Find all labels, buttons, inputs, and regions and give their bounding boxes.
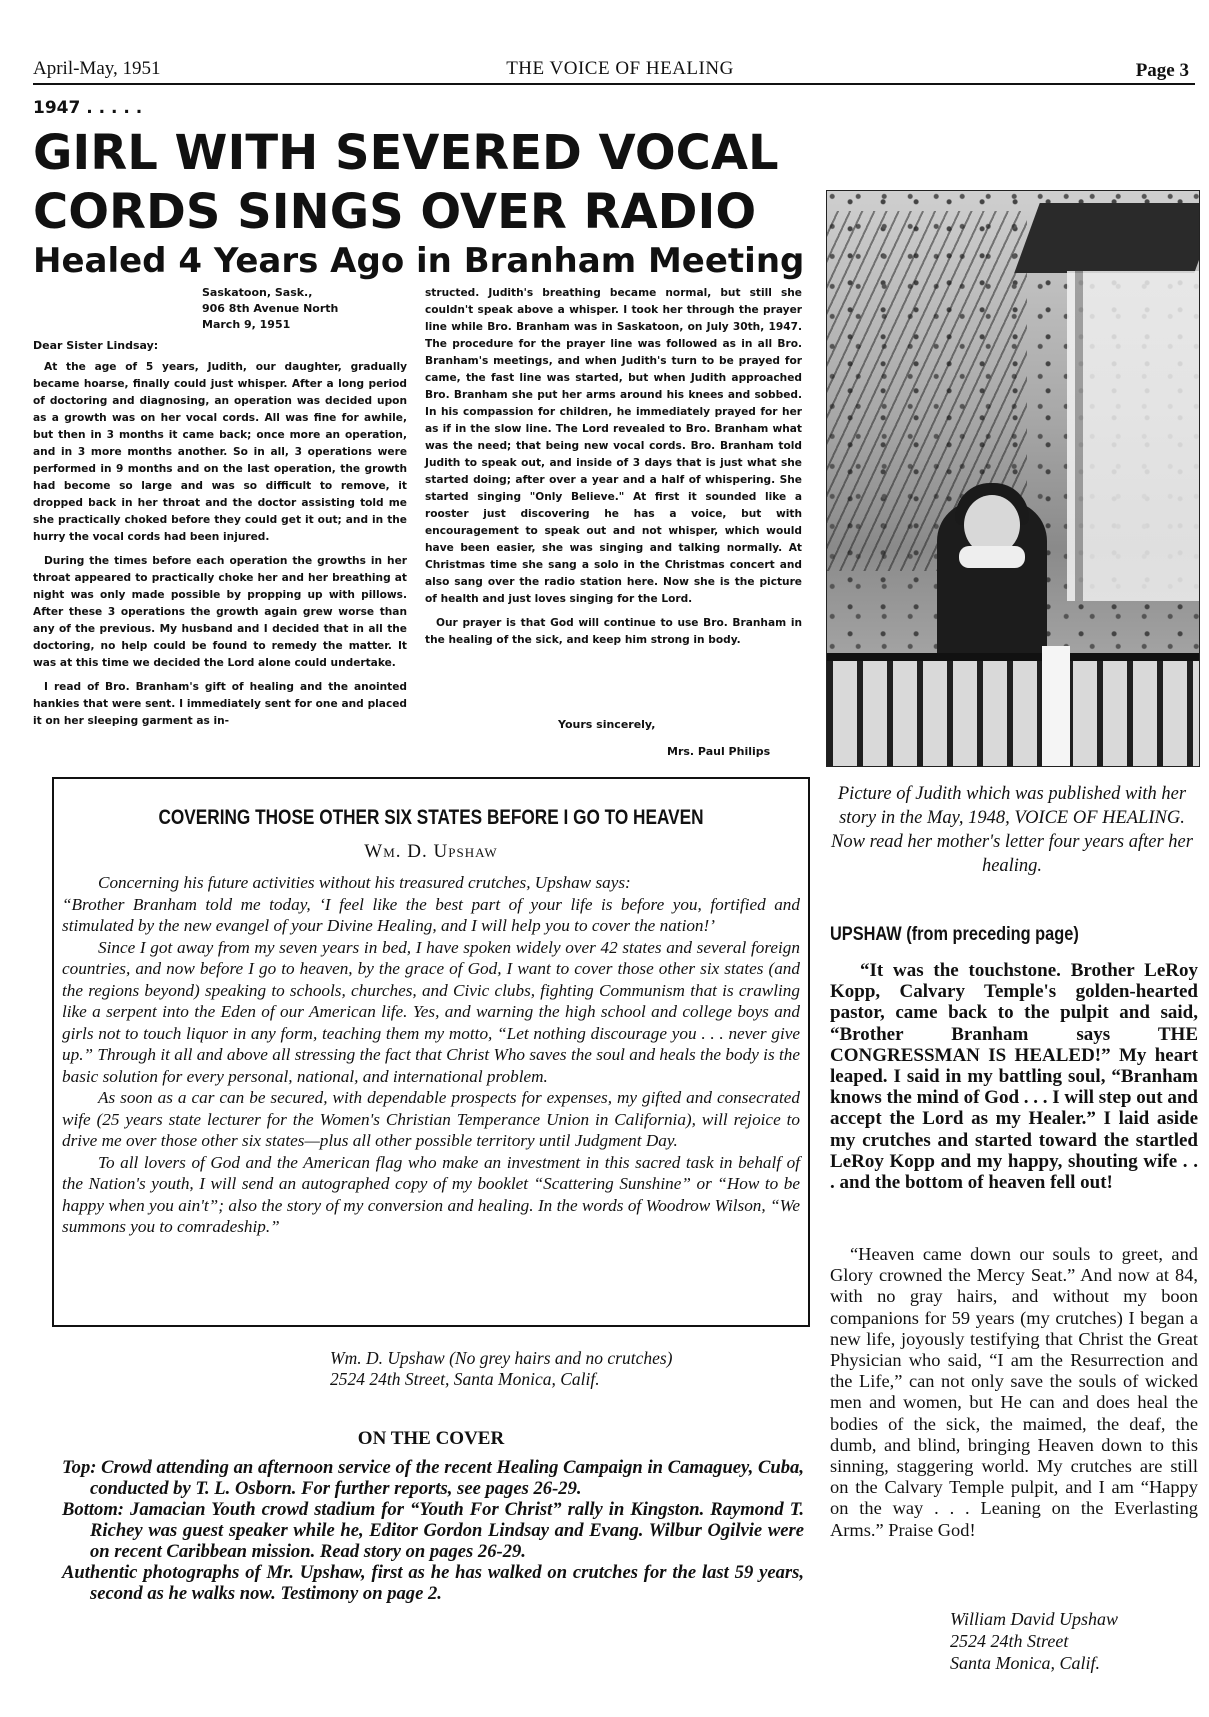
box-paragraph: “Brother Branham told me today, ‘I feel like the best part of your life is before you, fortified and stimulated by the new evangel of your Divine Healing, and I will help you to cover the nation!’ [62,894,800,935]
letter-signature: Mrs. Paul Philips [667,745,771,758]
article-deck: Healed 4 Years Ago in Branham Meeting [33,241,805,281]
box-paragraph: To all lovers of God and the American flag who make an investment in this sacred task in behalf of the Nation's youth, I will send an autographed copy of my booklet “Scattering Sunshine” or “How to be happy when you ain't”; also the story of my conversion and healing. In the words of Woodrow Wilson, “We summons you to comradeship.” [62,1152,800,1236]
cover-item [62,1562,804,1604]
letter-address [202,285,338,333]
cover-item-text: Jamacian Youth crowd stadium for “Youth For Christ” rally in Kingston. Raymond T. Richey was guest speaker while he, Editor Gordon Lindsay and Evang. Wilbur Ogilvie were on recent Caribbean mission. Read story on pages 26-29. [90,1499,805,1562]
letter-paragraph: structed. Judith's breathing became normal, but still she couldn't speak above a whisper. I took her through the prayer line while Bro. Branham was in Saskatoon, on July 30th, 1947. The procedure for the prayer line was followed as in all Bro. Branham's meetings, and when Judith's turn to be prayed for came, the fast line was started, but when Judith approached Bro. Branham she put her arms around his knees and sobbed. In his compassion for children, he immediately prayed for her as if in the slow line. The Lord revealed to Bro. Branham what was the need; that being new vocal cords. Bro. Branham told Judith to speak out, and inside of 3 days that is just what she started doing; after over a year and a half of whispering. She started singing "Only Believe." At first it sounded like a rooster just discovering he has a voice, but with encouragement to speak out and not whisper, which would have been easier, she was singing and talking normally. At Christmas time she sang a solo in the Christmas concert and also sang over the radio station here. Now she is the picture of health and just loves singing for the Lord. [425,287,802,605]
letter-paragraph: I read of Bro. Branham's gift of healing and the anointed hankies that were sent. I immediately sent for one and placed it on her sleeping garment as in- [33,681,407,727]
address-line: 906 8th Avenue North [202,302,339,315]
box-paragraph: As soon as a car can be secured, with dependable prospects for expenses, my gifted and consecrated wife (25 years state lecturer for the Women's Christian Temperance Union in California), will rejoice to drive me over those other six states—plus all other possible territory until Judgment Day. [62,1088,800,1150]
letter-paragraph: At the age of 5 years, Judith, our daughter, gradually became hoarse, finally could just whisper. After a long period of doctoring and diagnosing, an operation was decided upon as a growth was on her vocal cords. All was fine for awhile, but then in 3 months it came back; once more an operation, and in 3 more months another. So in all, 3 operations were performed in 9 months and on the last operation, the growth had become so large and was so difficult to remove, it dropped back in her throat and the doctor assisting told me she practically choked before they could get it out; and in the hurry the vocal cords had been injured. [33,361,407,543]
cover-item-lead: Top: [62,1457,97,1478]
photo-railing [827,661,1200,767]
address-line: Saskatoon, Sask., [202,286,313,299]
upshaw-signature [950,1608,1118,1674]
upshaw-bold-text [830,960,1198,1193]
cover-title: ON THE COVER [357,1428,505,1449]
box-paragraph: Concerning his future activities without his treasured crutches, Upshaw says: [98,873,631,892]
letter-salutation: Dear Sister Lindsay: [33,339,159,352]
header-page-number: Page 3 [1135,60,1189,81]
headline-line-2: CORDS SINGS OVER RADIO [33,184,757,240]
header-date: April-May, 1951 [33,58,161,79]
cover-descriptions [62,1457,804,1604]
letter-column-1 [33,359,407,737]
upshaw-sign-line: Santa Monica, Calif. [950,1653,1100,1673]
upshaw-box-signature [330,1348,673,1390]
box-sign-line: 2524 24th Street, Santa Monica, Calif. [330,1369,600,1389]
letter-closing: Yours sincerely, [558,718,656,731]
box-sign-line: Wm. D. Upshaw (No grey hairs and no crutches) [330,1348,673,1368]
upshaw-box-byline: Wm. D. Upshaw [364,841,498,862]
address-line: March 9, 1951 [202,318,291,331]
article-dateline: 1947 . . . . . [33,98,143,118]
header-publication: THE VOICE OF HEALING [506,58,734,79]
cover-item [62,1457,804,1499]
cover-item-text: Authentic photographs of Mr. Upshaw, first as he has walked on crutches for the last 59 years, second as he walks now. Testimony on page 2. [62,1562,804,1604]
upshaw-continued-heading: UPSHAW (from preceding page) [830,924,1079,945]
photo-gate-post [1042,646,1070,767]
photo-house-roof [1014,203,1200,273]
cover-item-text: Crowd attending an afternoon service of the recent Healing Campaign in Camaguey, Cuba, conducted by T. L. Osborn. For further reports, see pages 26-29. [90,1457,804,1499]
upshaw-paragraph: “It was the touchstone. Brother LeRoy Kopp, Calvary Temple's golden-hearted pastor, came back to the pulpit and said, “Brother Branham says THE CONGRESSMAN IS HEALED!” My heart leaped. I said in my battling soul, “Branham knows the mind of God . . . I will step out and accept the Lord as my Healer.” I laid aside my crutches and started toward the startled LeRoy Kopp and my happy, shouting wife . . . and the bottom of heaven fell out! [830,960,1198,1194]
upshaw-paragraph: “Heaven came down our souls to greet, and Glory crowned the Mercy Seat.” And now at 84, with no gray hairs, and without my boon companions for 59 years (my crutches) I began a new life, joyously testifying that Christ the Great Physician who said, “I am the Resurrection and the Life,” can not only save the souls of wicked men and women, but He can and does heal the bodies of the sick, the maimed, the deaf, the dumb, and blind, bringing Heaven down to this sinning, staggering world. My crutches are still on the Calvary Temple pulpit, and I am “Happy on the way . . . Leaning on the Everlasting Arms.” Praise God! [830,1244,1198,1540]
box-paragraph: Since I got away from my seven years in bed, I have spoken widely over 42 states and several foreign countries, and now before I go to heaven, by the grace of God, I want to cover those other six states (and the regions beyond) speaking to schools, churches, and Civic clubs, fighting Communism that is crawling like a serpent into the Eden of our American life. Yes, and warning the high school and college boys and girls not to touch liquor in any form, teaching them my motto, “Let nothing discourage you . . . never give up.” Through it all and above all stressing the fact that Christ Who saves the soul and heals the body is the basic solution for every personal, national, and international problem. [62,937,800,1086]
cover-item [62,1499,804,1562]
letter-paragraph: During the times before each operation the growths in her throat appeared to practically choke her and her breathing at night was only made possible by propping up with pillows. After these 3 operations the growth again grew worse than any of the previous. My husband and I decided that in all the doctoring, no help could be found to remedy the matter. It was at this time we decided the Lord alone could undertake. [33,555,407,669]
photo-girl-collar [959,546,1025,568]
letter-column-2 [425,285,802,656]
upshaw-sign-line: 2524 24th Street [950,1631,1069,1651]
letter-paragraph: Our prayer is that God will continue to use Bro. Branham in the healing of the sick, and keep him strong in body. [425,617,802,646]
photo-porch [1067,271,1200,601]
upshaw-box-body [62,872,800,1238]
upshaw-sign-line: William David Upshaw [950,1609,1119,1629]
judith-photo [826,190,1200,767]
headline-line-1: GIRL WITH SEVERED VOCAL [33,125,779,181]
photo-caption: Picture of Judith which was published with her story in the May, 1948, VOICE OF HEALING. Now read her mother's letter four years after her healing. [831,784,1193,876]
upshaw-body-text [830,1244,1198,1541]
cover-item-lead: Bottom: [62,1499,124,1520]
upshaw-box-title: COVERING THOSE OTHER SIX STATES BEFORE I GO TO HEAVEN [158,806,704,829]
header-rule [33,83,1195,85]
